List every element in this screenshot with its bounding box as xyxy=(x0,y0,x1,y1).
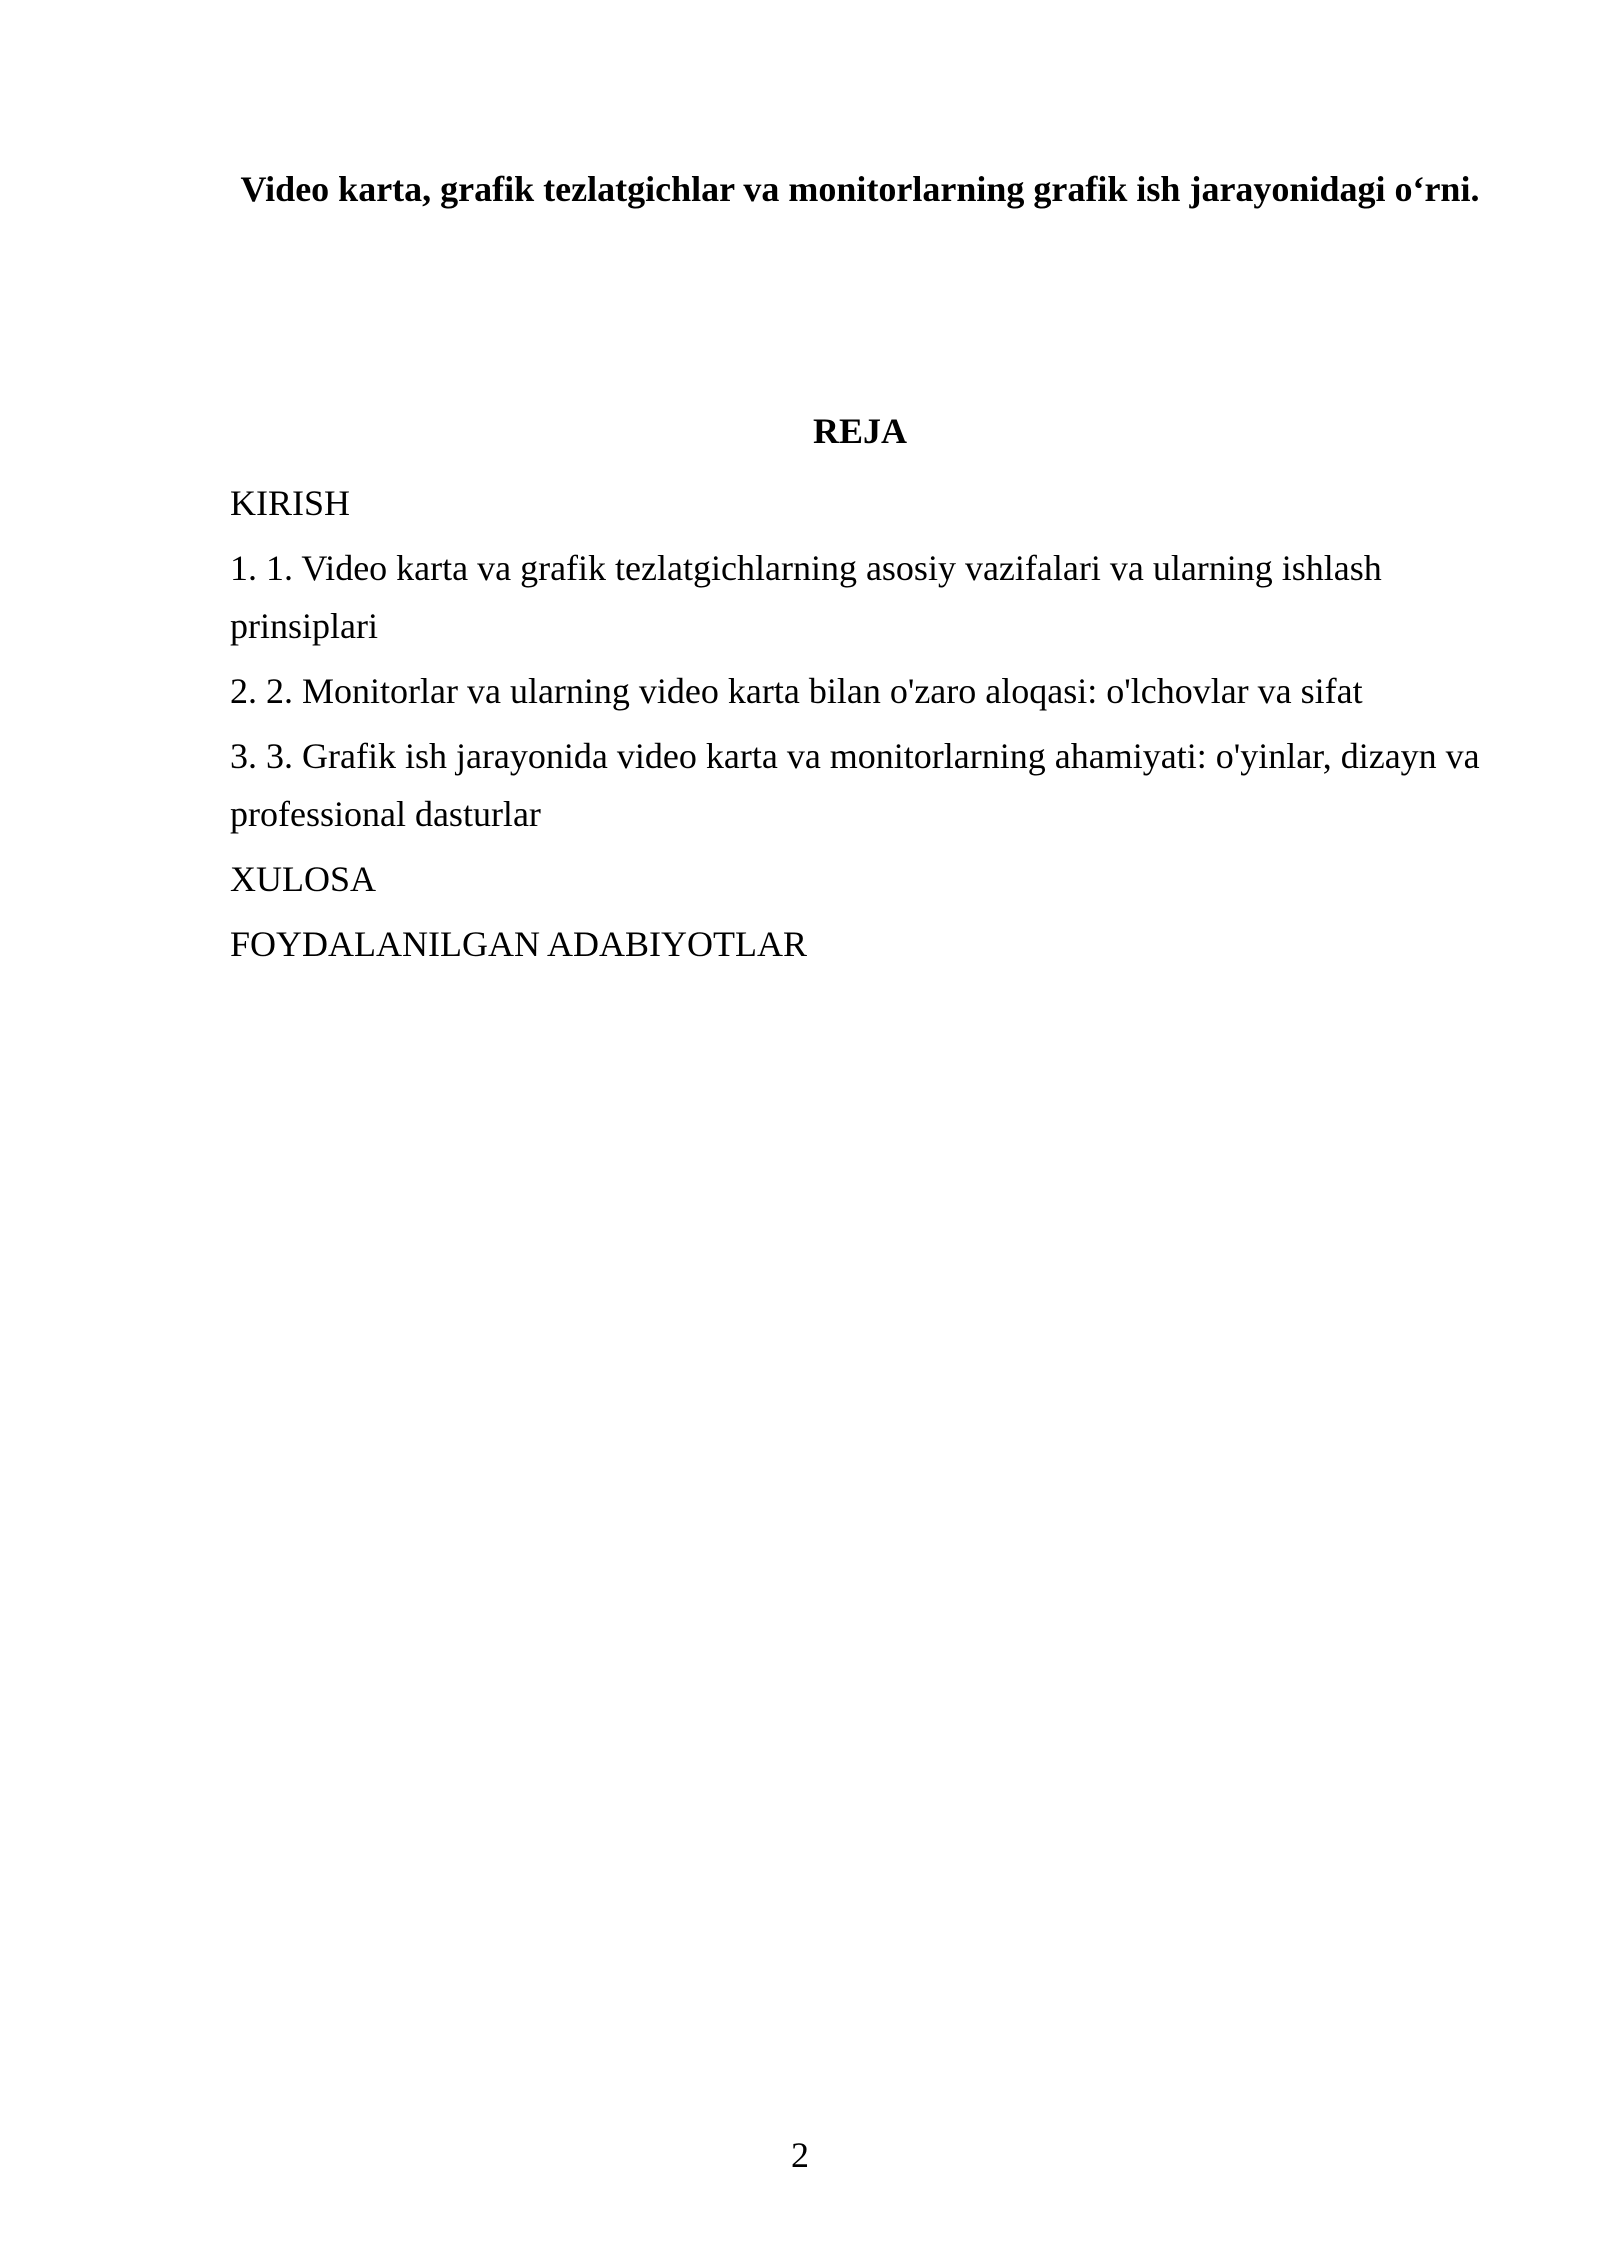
plan-item-kirish: KIRISH xyxy=(230,483,351,523)
plan-item-2: 2. 2. Monitorlar va ularning video karta bilan o'zaro aloqasi: o'lchovlar va sifat xyxy=(230,671,1363,711)
plan-item-adabiyotlar: FOYDALANILGAN ADABIYOTLAR xyxy=(230,924,807,964)
page-number: 2 xyxy=(791,2135,809,2175)
document-title: Video karta, grafik tezlatgichlar va monitorlarning grafik ish jarayonidagi o‘rni. xyxy=(240,169,1480,209)
plan-item-3: 3. 3. Grafik ish jarayonida video karta va monitorlarning ahamiyati: o'yinlar, dizayn va professional dasturlar xyxy=(230,736,1480,834)
plan-list xyxy=(230,474,1490,980)
plan-heading: REJA xyxy=(812,411,907,451)
plan-item-xulosa: XULOSA xyxy=(230,859,377,899)
plan-item-1: 1. 1. Video karta va grafik tezlatgichlarning asosiy vazifalari va ularning ishlash prinsiplari xyxy=(230,548,1382,646)
